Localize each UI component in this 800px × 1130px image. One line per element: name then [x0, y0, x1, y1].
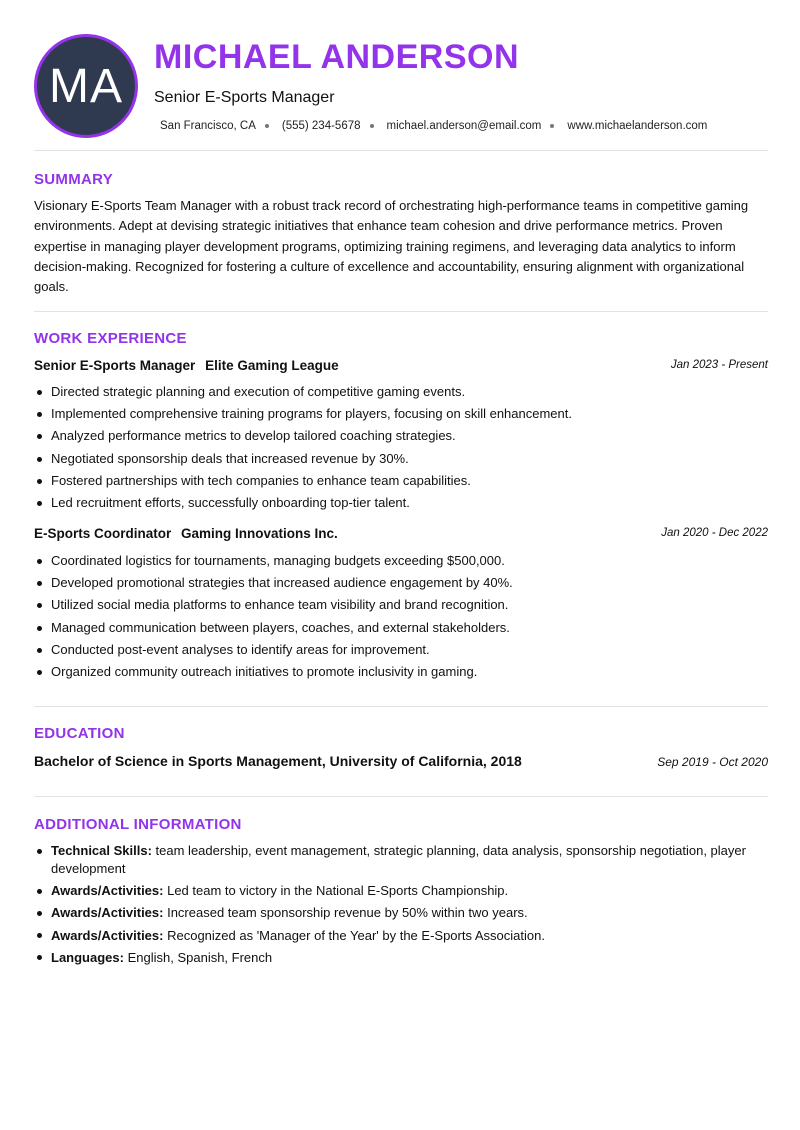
experience-heading: WORK EXPERIENCE — [34, 330, 187, 347]
job-header — [34, 526, 768, 544]
list-item — [34, 882, 768, 900]
list-item — [34, 927, 768, 945]
list-item: Organized community outreach initiatives to promote inclusivity in gaming. — [34, 661, 768, 683]
info-text: Recognized as 'Manager of the Year' by the E-Sports Association. — [167, 927, 545, 943]
info-text: team leadership, event management, strategic planning, data analysis, sponsorship negotiation, player development — [51, 843, 746, 876]
job-bullets — [34, 550, 768, 683]
summary-heading: SUMMARY — [34, 171, 114, 188]
job-company: Elite Gaming League — [205, 358, 339, 373]
job-header — [34, 358, 768, 376]
info-text: Increased team sponsorship revenue by 50% within two years. — [167, 905, 528, 921]
section-divider — [34, 796, 768, 797]
info-text: English, Spanish, French — [127, 949, 273, 965]
list-item: Conducted post-event analyses to identify areas for improvement. — [34, 639, 768, 661]
avatar — [34, 34, 138, 138]
additional-list — [34, 842, 768, 971]
info-label: Awards/Activities: — [51, 883, 164, 899]
info-label: Awards/Activities: — [51, 927, 164, 943]
list-item: Implemented comprehensive training programs for players, focusing on skill enhancement. — [34, 403, 768, 425]
info-text: Led team to victory in the National E-Sports Championship. — [167, 883, 509, 899]
separator-dot — [265, 124, 269, 128]
contact-email[interactable]: michael.anderson@email.com — [386, 120, 542, 132]
candidate-role: Senior E-Sports Manager — [154, 89, 335, 106]
list-item: Led recruitment efforts, successfully onboarding top-tier talent. — [34, 492, 768, 514]
info-label: Technical Skills: — [51, 843, 152, 858]
list-item: Developed promotional strategies that increased audience engagement by 40%. — [34, 572, 768, 594]
candidate-name: MICHAEL ANDERSON — [154, 38, 520, 76]
resume-header — [34, 34, 768, 138]
education-date: Sep 2019 - Oct 2020 — [657, 755, 768, 769]
job-date: Jan 2020 - Dec 2022 — [661, 527, 768, 539]
job-company: Gaming Innovations Inc. — [181, 526, 338, 541]
section-divider — [34, 706, 768, 707]
job-date: Jan 2023 - Present — [670, 359, 768, 371]
info-label: Languages: — [51, 949, 124, 965]
job-bullets — [34, 381, 768, 514]
list-item: Fostered partnerships with tech companies to enhance team capabilities. — [34, 470, 768, 492]
contact-website[interactable]: www.michaelanderson.com — [567, 120, 708, 132]
job-title: E-Sports Coordinator — [34, 526, 172, 541]
job-title: Senior E-Sports Manager — [34, 358, 196, 373]
contact-location: San Francisco, CA — [160, 120, 256, 132]
education-entry — [34, 753, 768, 771]
separator-dot — [550, 124, 554, 128]
list-item: Coordinated logistics for tournaments, managing budgets exceeding $500,000. — [34, 550, 768, 572]
avatar-initials: MA — [49, 59, 123, 113]
separator-dot — [370, 124, 374, 128]
list-item: Analyzed performance metrics to develop tailored coaching strategies. — [34, 425, 768, 447]
section-divider — [34, 150, 768, 151]
list-item: Negotiated sponsorship deals that increased revenue by 30%. — [34, 448, 768, 470]
education-degree: Bachelor of Science in Sports Management, University of California, 2018 — [34, 753, 522, 769]
list-item: Utilized social media platforms to enhance team visibility and brand recognition. — [34, 594, 768, 616]
education-heading: EDUCATION — [34, 725, 125, 742]
list-item — [34, 842, 768, 878]
list-item: Managed communication between players, coaches, and external stakeholders. — [34, 617, 768, 639]
list-item — [34, 904, 768, 922]
list-item — [34, 949, 768, 967]
list-item: Directed strategic planning and execution of competitive gaming events. — [34, 381, 768, 403]
summary-text: Visionary E-Sports Team Manager with a robust track record of orchestrating high-performance teams in competitive gaming environments. Adept at devising strategic initiatives that enhance team cohesion and drive performance metrics. Proven expertise in managing player development programs, optimizing training regimens, and leveraging data analytics to inform decision-making. Recognized for fostering a culture of excellence and accountability, ensuring alignment with organizational goals. — [34, 198, 749, 295]
info-label: Awards/Activities: — [51, 905, 164, 921]
additional-heading: ADDITIONAL INFORMATION — [34, 816, 242, 833]
contact-phone: (555) 234-5678 — [281, 120, 361, 132]
section-divider — [34, 311, 768, 312]
contact-line — [160, 120, 707, 132]
